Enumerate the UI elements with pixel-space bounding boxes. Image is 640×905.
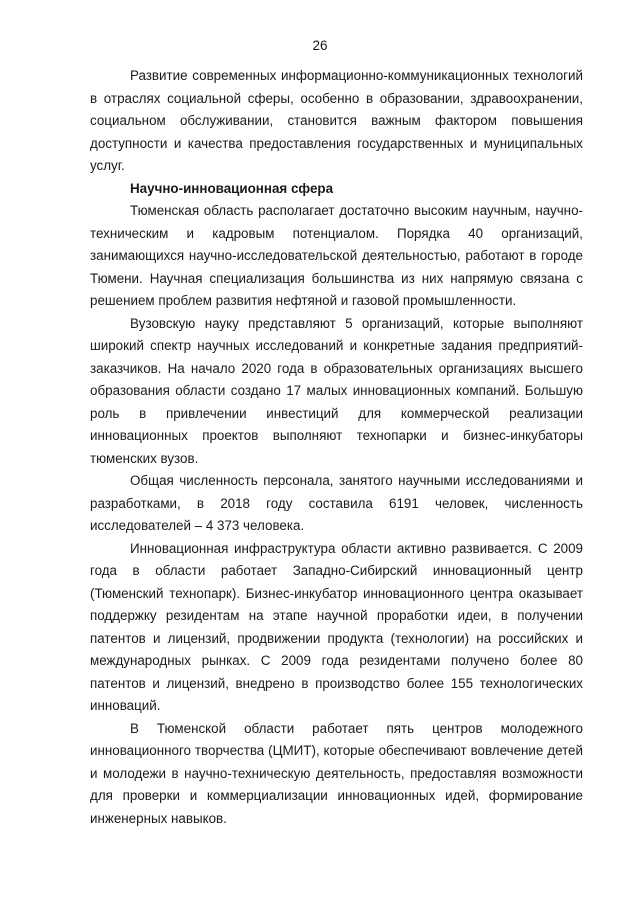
paragraph-research-staff: Общая численность персонала, занятого научными исследованиями и разработками, в 2018 году составила 6191 человек, численность исследователей – 4 373 человека. [90, 473, 583, 533]
paragraph-youth-centers: В Тюменской области работает пять центров молодежного инновационного творчества (ЦМИТ), которые обеспечивают вовлечение детей и молодежи в научно-техническую деятельность, предоставляя возможности для проверки и коммерциализации инновационных идей, формирование инженерных навыков. [90, 720, 583, 826]
paragraph-scientific-potential: Тюменская область располагает достаточно высоким научным, научно-техническим и кадровым потенциалом. Порядка 40 организаций, занимающихся научно-исследовательской деятельностью, работают в городе Тюмени. Научная специализация большинства из них напрямую связана с решением проблем развития нефтяной и газовой промышленности. [90, 203, 583, 308]
page-content [90, 65, 583, 830]
paragraph-university-science: Вузовскую науку представляют 5 организаций, которые выполняют широкий спектр научных исследований и конкретные задания предприятий-заказчиков. На начало 2020 года в образовательных организациях высшего образования области создано 17 малых инновационных компаний. Большую роль в привлечении инвестиций для коммерческой реализации инновационных проектов выполняют технопарки и бизнес-инкубаторы тюменских вузов. [90, 315, 583, 466]
paragraph-innovation-infrastructure: Инновационная инфраструктура области активно развивается. С 2009 года в области работает Западно-Сибирский инновационный центр (Тюменский технопарк). Бизнес-инкубатор инновационного центра оказывает поддержку резидентам на этапе научной проработки идеи, в получении патентов и лицензий, продвижении продукта (технологии) на российских и международных рынках. С 2009 года резидентами получено более 80 патентов и лицензий, внедрено в производство более 155 технологических инноваций. [90, 540, 583, 713]
intro-paragraph: Развитие современных информационно-коммуникационных технологий в отраслях социальной сферы, особенно в образовании, здравоохранении, социальном обслуживании, становится важным фактором повышения доступности и качества предоставления государственных и муниципальных услуг. [90, 68, 583, 173]
section-heading: Научно-инновационная сфера [130, 180, 334, 196]
page-number: 26 [312, 38, 328, 53]
